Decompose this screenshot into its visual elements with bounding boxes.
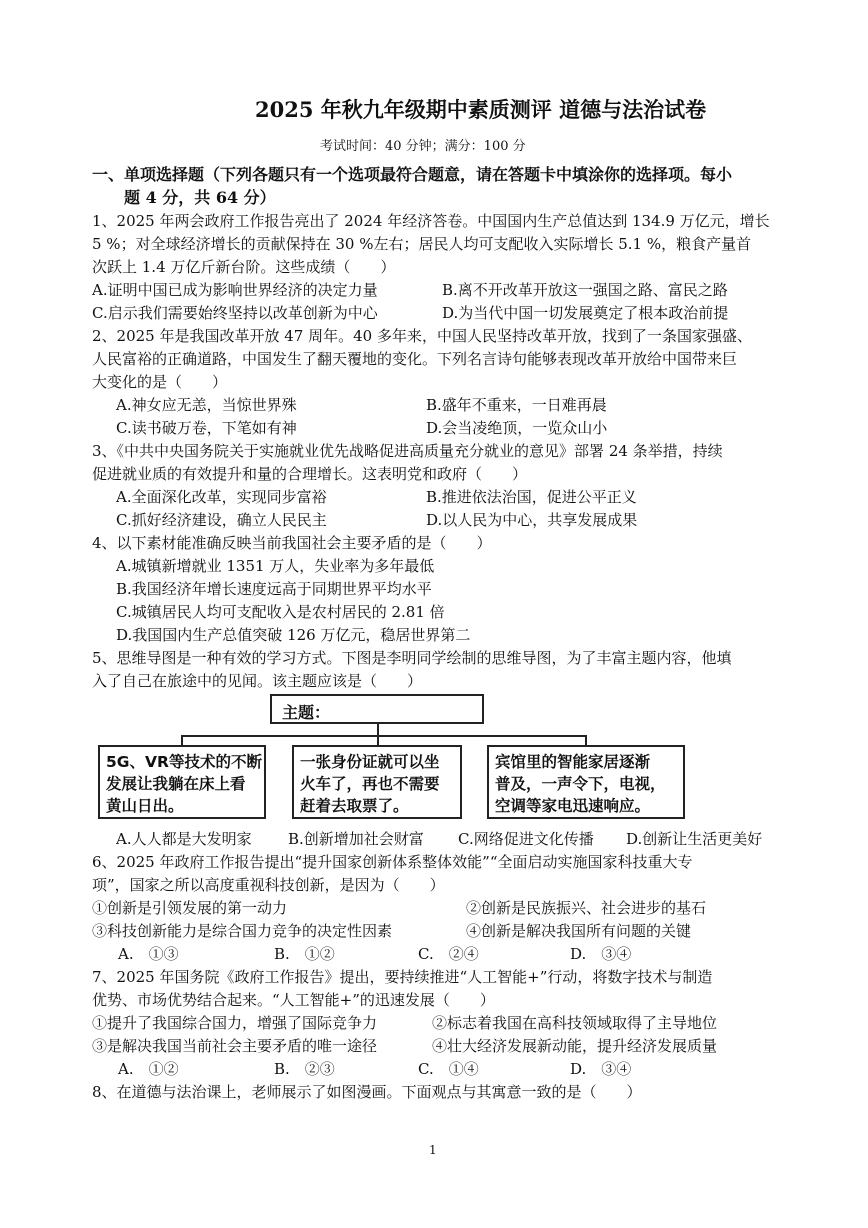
statement: ①创新是引领发展的第一动力 xyxy=(92,899,288,917)
question-stem: 优势、市场优势结合起来。“人工智能+”的迅速发展（ ） xyxy=(92,991,495,1009)
option-a: A. ①② xyxy=(118,1060,179,1078)
option-d: D.我国国内生产总值突破 126 万亿元，稳居世界第二 xyxy=(116,626,471,644)
section-heading-cont: 题 4 分，共 64 分） xyxy=(124,188,276,207)
option-d: D. ③④ xyxy=(570,945,632,963)
question-stem: 人民富裕的正确道路，中国发生了翻天覆地的变化。下列名言诗句能够表现改革开放给中国带来巨 xyxy=(92,350,738,368)
mindmap-card-text: 一张身份证就可以坐 火车了，再也不需要 赶着去取票了。 xyxy=(300,753,440,815)
option-d: D.会当凌绝顶，一览众山小 xyxy=(426,419,608,437)
question-stem: 次跃上 1.4 万亿斤新台阶。这些成绩（ ） xyxy=(92,258,396,276)
question-stem: 8、在道德与法治课上，老师展示了如图漫画。下面观点与其寓意一致的是（ ） xyxy=(92,1083,642,1101)
mindmap-card-text: 5G、VR等技术的不断 发展让我躺在床上看 黄山日出。 xyxy=(106,753,262,815)
page-number: 1 xyxy=(429,1143,437,1157)
question-stem: 促进就业质的有效提升和量的合理增长。这表明党和政府（ ） xyxy=(92,465,528,483)
option-c: C.启示我们需要始终坚持以改革创新为中心 xyxy=(92,304,378,322)
option-c: C.抓好经济建设，确立人民民主 xyxy=(116,511,327,529)
option-d: D. ③④ xyxy=(570,1060,632,1078)
exam-info: 考试时间：40 分钟；满分：100 分 xyxy=(320,139,526,154)
exam-title: 2025 年秋九年级期中素质测评 道德与法治试卷 xyxy=(255,97,707,122)
option-d: D.创新让生活更美好 xyxy=(626,830,763,848)
question-stem: 2、2025 年是我国改革开放 47 周年。40 多年来，中国人民坚持改革开放，找到了一条国家强盛、 xyxy=(92,327,752,345)
option-d: D.为当代中国一切发展奠定了根本政治前提 xyxy=(442,304,729,322)
mindmap-topic-label: 主题： xyxy=(282,703,331,722)
question-stem: 入了自己在旅途中的见闻。该主题应该是（ ） xyxy=(92,672,423,690)
option-b: B.盛年不重来，一日难再晨 xyxy=(426,396,607,414)
option-b: B. ①② xyxy=(274,945,335,963)
statement: ③是解决我国当前社会主要矛盾的唯一途径 xyxy=(92,1037,378,1055)
statement: ②标志着我国在高科技领域取得了主导地位 xyxy=(432,1014,718,1032)
option-b: B. ②③ xyxy=(274,1060,335,1078)
statement: ②创新是民族振兴、社会进步的基石 xyxy=(466,899,707,917)
connector-line xyxy=(377,735,379,745)
question-stem: 3、《中共中央国务院关于实施就业优先战略促进高质量充分就业的意见》部署 24 条举措，持续 xyxy=(92,442,723,460)
connector-line xyxy=(181,735,183,745)
option-b: B.离不开改革开放这一强国之路、富民之路 xyxy=(442,281,728,299)
connector-line xyxy=(585,735,587,745)
option-b: B.我国经济年增长速度远高于同期世界平均水平 xyxy=(116,580,432,598)
mindmap-card-text: 宾馆里的智能家居逐渐 普及，一声令下，电视， 空调等家电迅速响应。 xyxy=(495,753,666,815)
option-c: C.读书破万卷，下笔如有神 xyxy=(116,419,297,437)
mindmap-card xyxy=(487,745,685,819)
option-b: B.创新增加社会财富 xyxy=(288,830,424,848)
question-stem: 5 %；对全球经济增长的贡献保持在 30 %左右；居民人均可支配收入实际增长 5.1 %，粮食产量首 xyxy=(92,235,752,253)
mindmap-card xyxy=(98,745,266,819)
statement: ④创新是解决我国所有问题的关键 xyxy=(466,922,692,940)
option-c: C. ①④ xyxy=(418,1060,479,1078)
statement: ③科技创新能力是综合国力竞争的决定性因素 xyxy=(92,922,393,940)
question-stem: 6、2025 年政府工作报告提出“提升国家创新体系整体效能”“全面启动实施国家科技重大专 xyxy=(92,853,693,871)
option-c: C.城镇居民人均可支配收入是农村居民的 2.81 倍 xyxy=(116,603,445,621)
question-stem: 4、以下素材能准确反映当前我国社会主要矛盾的是（ ） xyxy=(92,534,492,552)
question-stem: 7、2025 年国务院《政府工作报告》提出，要持续推进“人工智能+”行动，将数字技术与制造 xyxy=(92,968,713,986)
connector-line xyxy=(181,735,586,737)
section-heading: 一、单项选择题（下列各题只有一个选项最符合题意，请在答题卡中填涂你的选择项。每小 xyxy=(92,165,733,184)
question-stem: 大变化的是（ ） xyxy=(92,373,228,391)
question-stem: 项”，国家之所以高度重视科技创新，是因为（ ） xyxy=(92,876,445,894)
option-d: D.以人民为中心，共享发展成果 xyxy=(426,511,638,529)
option-a: A.神女应无恙，当惊世界殊 xyxy=(116,396,297,414)
option-a: A. ①③ xyxy=(118,945,179,963)
option-a: A.人人都是大发明家 xyxy=(116,830,252,848)
question-stem: 1、2025 年两会政府工作报告亮出了 2024 年经济答卷。中国国内生产总值达到 134.9 万亿元，增长 xyxy=(92,212,770,230)
option-a: A.证明中国已成为影响世界经济的决定力量 xyxy=(92,281,378,299)
statement: ④壮大经济发展新动能，提升经济发展质量 xyxy=(432,1037,718,1055)
statement: ①提升了我国综合国力，增强了国际竞争力 xyxy=(92,1014,378,1032)
option-a: A.全面深化改革，实现同步富裕 xyxy=(116,488,327,506)
option-b: B.推进依法治国，促进公平正义 xyxy=(426,488,637,506)
mindmap-card xyxy=(292,745,462,819)
option-c: C. ②④ xyxy=(418,945,479,963)
option-c: C.网络促进文化传播 xyxy=(458,830,594,848)
mindmap-topic-box xyxy=(270,694,484,724)
option-a: A.城镇新增就业 1351 万人，失业率为多年最低 xyxy=(116,557,435,575)
question-stem: 5、思维导图是一种有效的学习方式。下图是李明同学绘制的思维导图，为了丰富主题内容，他填 xyxy=(92,649,732,667)
